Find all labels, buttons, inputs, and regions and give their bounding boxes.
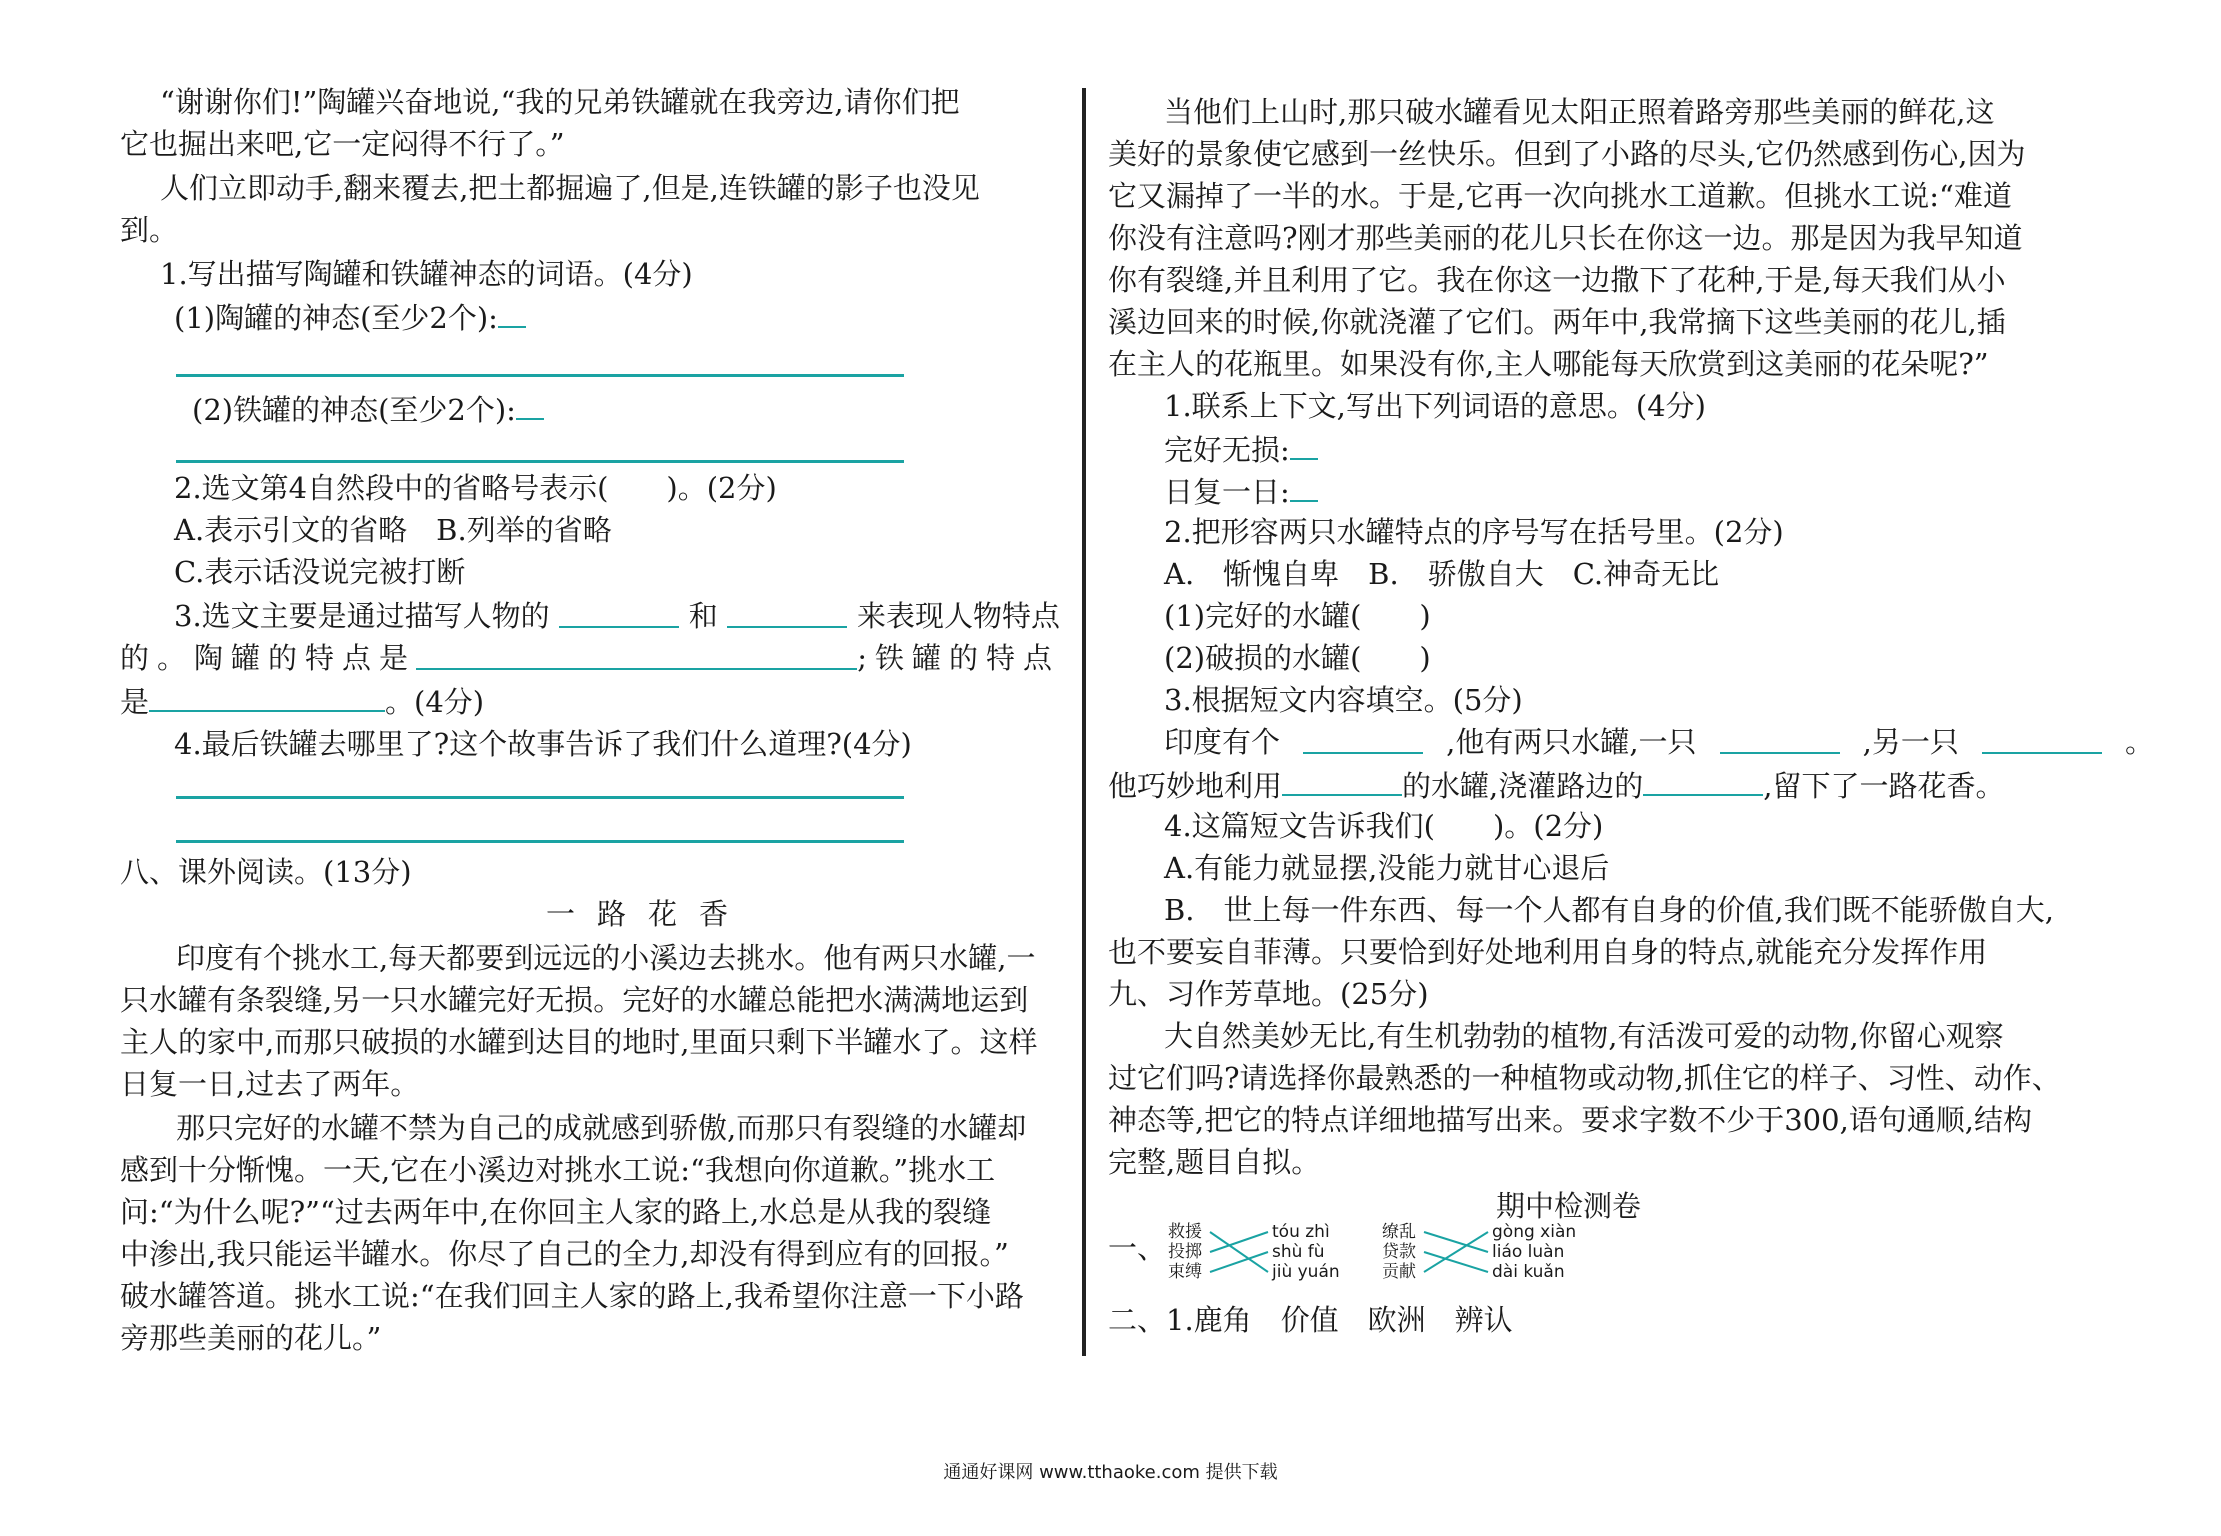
match-pinyin: jiù yuán — [1272, 1262, 1340, 1282]
story-title: 一路花香 — [546, 897, 751, 931]
section-8-heading: 八、课外阅读。(13分) — [120, 855, 412, 889]
question-3-line2: 的。陶罐的特点是 ;铁罐的特点 — [120, 638, 1060, 678]
text-line: 美好的景象使它感到一丝快乐。但到了小路的尽头,它仍然感到伤心,因为 — [1108, 137, 2026, 171]
question-1b: 日复一日: — [1164, 470, 1318, 512]
match-pinyin: gòng xiàn — [1492, 1222, 1577, 1242]
text-line: 完整,题目自拟。 — [1108, 1145, 1321, 1179]
text-line: 到。 — [120, 213, 179, 247]
question-2b: (2)破损的水罐( ) — [1164, 641, 1431, 675]
text-line: 日复一日,过去了两年。 — [120, 1067, 420, 1101]
question-3-line1: 3.选文主要是通过描写人物的 和 来表现人物特点 — [174, 596, 1060, 636]
column-divider — [1082, 88, 1086, 1356]
match-word: 投掷 — [1168, 1242, 1202, 1262]
question-3-line1: 印度有个 ,他有两只水罐,一只 ,另一只 。 — [1164, 722, 2154, 762]
question-1: 1.联系上下文,写出下列词语的意思。(4分) — [1164, 389, 1706, 423]
match-word: 束缚 — [1168, 1262, 1202, 1282]
text-line: 它又漏掉了一半的水。于是,它再一次向挑水工道歉。但挑水工说:“难道 — [1108, 179, 2012, 213]
match-pinyin: liáo luàn — [1492, 1242, 1565, 1262]
text-line: 你没有注意吗?刚才那些美丽的花儿只长在你这一边。那是因为我早知道 — [1108, 221, 2023, 255]
text-line: 感到十分惭愧。一天,它在小溪边对挑水工说:“我想向你道歉。”挑水工 — [120, 1153, 996, 1187]
match-pinyin: tóu zhì — [1272, 1222, 1330, 1242]
option-b: B. 世上每一件东西、每一个人都有自身的价值,我们既不能骄傲自大, — [1164, 893, 2054, 927]
match-word: 救援 — [1168, 1222, 1202, 1242]
answer-blank[interactable] — [1982, 722, 2102, 754]
text-line: 印度有个挑水工,每天都要到远远的小溪边去挑水。他有两只水罐,一 — [176, 941, 1036, 975]
answer-line[interactable] — [176, 460, 904, 463]
answer-blank[interactable] — [149, 680, 385, 712]
text-line: 中渗出,我只能运半罐水。你尽了自己的全力,却没有得到应有的回报。” — [120, 1237, 1009, 1271]
question-4: 4.这篇短文告诉我们( )。(2分) — [1164, 809, 1604, 843]
text-line: 它也掘出来吧,它一定闷得不行了。” — [120, 127, 565, 161]
answer-blank[interactable] — [498, 296, 526, 328]
text-line: 过它们吗?请选择你最熟悉的一种植物或动物,抓住它的样子、习性、动作、 — [1108, 1061, 2061, 1095]
question-2a: (1)完好的水罐( ) — [1164, 599, 1431, 633]
answer-title: 期中检测卷 — [1496, 1189, 1642, 1223]
question-1b: (2)铁罐的神态(至少2个): — [192, 388, 544, 430]
text-line: 神态等,把它的特点详细地描写出来。要求字数不少于300,语句通顺,结构 — [1108, 1103, 2033, 1137]
match-pinyin: shù fù — [1272, 1242, 1325, 1262]
answer-blank[interactable] — [727, 596, 847, 628]
question-3: 3.根据短文内容填空。(5分) — [1164, 683, 1523, 717]
text-line: 那只完好的水罐不禁为自己的成就感到骄傲,而那只有裂缝的水罐却 — [176, 1111, 1027, 1145]
text-line: 在主人的花瓶里。如果没有你,主人哪能每天欣赏到这美丽的花朵呢?” — [1108, 347, 1989, 381]
text-line: “谢谢你们!”陶罐兴奋地说,“我的兄弟铁罐就在我旁边,请你们把 — [160, 85, 960, 119]
text-line: 只水罐有条裂缝,另一只水罐完好无损。完好的水罐总能把水满满地运到 — [120, 983, 1029, 1017]
answer-blank[interactable] — [516, 388, 544, 420]
text-line: 溪边回来的时候,你就浇灌了它们。两年中,我常摘下这些美丽的花儿,插 — [1108, 305, 2006, 339]
question-2-options: A. 惭愧自卑 B. 骄傲自大 C.神奇无比 — [1164, 557, 1720, 591]
question-1: 1.写出描写陶罐和铁罐神态的词语。(4分) — [160, 257, 693, 291]
option-ab: A.表示引文的省略 B.列举的省略 — [174, 513, 612, 547]
answer-2: 二、1.鹿角 价值 欧洲 辨认 — [1108, 1303, 1513, 1337]
question-2: 2.选文第4自然段中的省略号表示( )。(2分) — [174, 471, 777, 505]
question-4: 4.最后铁罐去哪里了?这个故事告诉了我们什么道理?(4分) — [174, 727, 912, 761]
question-1a: 完好无损: — [1164, 428, 1318, 470]
answer-line[interactable] — [176, 374, 904, 377]
answer-blank[interactable] — [1720, 722, 1840, 754]
answer-line[interactable] — [176, 796, 904, 799]
answer-line[interactable] — [176, 840, 904, 843]
match-word: 贷款 — [1382, 1242, 1416, 1262]
text-line: 主人的家中,而那只破损的水罐到达目的地时,里面只剩下半罐水了。这样 — [120, 1025, 1038, 1059]
option-b-cont: 也不要妄自菲薄。只要恰到好处地利用自身的特点,就能充分发挥作用 — [1108, 935, 1988, 969]
answer-1-label: 一、 — [1108, 1231, 1167, 1265]
match-word: 贡献 — [1382, 1262, 1416, 1282]
match-pinyin: dài kuǎn — [1492, 1262, 1565, 1282]
answer-blank[interactable] — [416, 638, 857, 670]
answer-blank[interactable] — [559, 596, 679, 628]
text-line: 人们立即动手,翻来覆去,把土都掘遍了,但是,连铁罐的影子也没见 — [160, 171, 980, 205]
section-9-heading: 九、习作芳草地。(25分) — [1108, 977, 1429, 1011]
text-line: 大自然美妙无比,有生机勃勃的植物,有活泼可爱的动物,你留心观察 — [1164, 1019, 2004, 1053]
text-line: 问:“为什么呢?”“过去两年中,在你回主人家的路上,水总是从我的裂缝 — [120, 1195, 992, 1229]
question-2: 2.把形容两只水罐特点的序号写在括号里。(2分) — [1164, 515, 1784, 549]
text-line: 当他们上山时,那只破水罐看见太阳正照着路旁那些美丽的鲜花,这 — [1164, 95, 1995, 129]
option-a: A.有能力就显摆,没能力就甘心退后 — [1164, 851, 1610, 885]
question-1a: (1)陶罐的神态(至少2个): — [174, 296, 526, 338]
text-line: 你有裂缝,并且利用了它。我在你这一边撒下了花种,于是,每天我们从小 — [1108, 263, 2006, 297]
match-word: 缭乱 — [1382, 1222, 1416, 1242]
text-line: 旁那些美丽的花儿。” — [120, 1321, 382, 1355]
text-line: 破水罐答道。挑水工说:“在我们回主人家的路上,我希望你注意一下小路 — [120, 1279, 1024, 1313]
answer-blank[interactable] — [1643, 764, 1763, 796]
option-c: C.表示话没说完被打断 — [174, 555, 466, 589]
footer: 通通好课网 www.tthaoke.com 提供下载 — [943, 1462, 1278, 1483]
question-3-line2: 他巧妙地利用 的水罐,浇灌路边的 ,留下了一路花香。 — [1108, 764, 2004, 806]
matching-lines — [1100, 0, 1600, 1300]
question-3-line3: 是 。(4分) — [120, 680, 484, 722]
